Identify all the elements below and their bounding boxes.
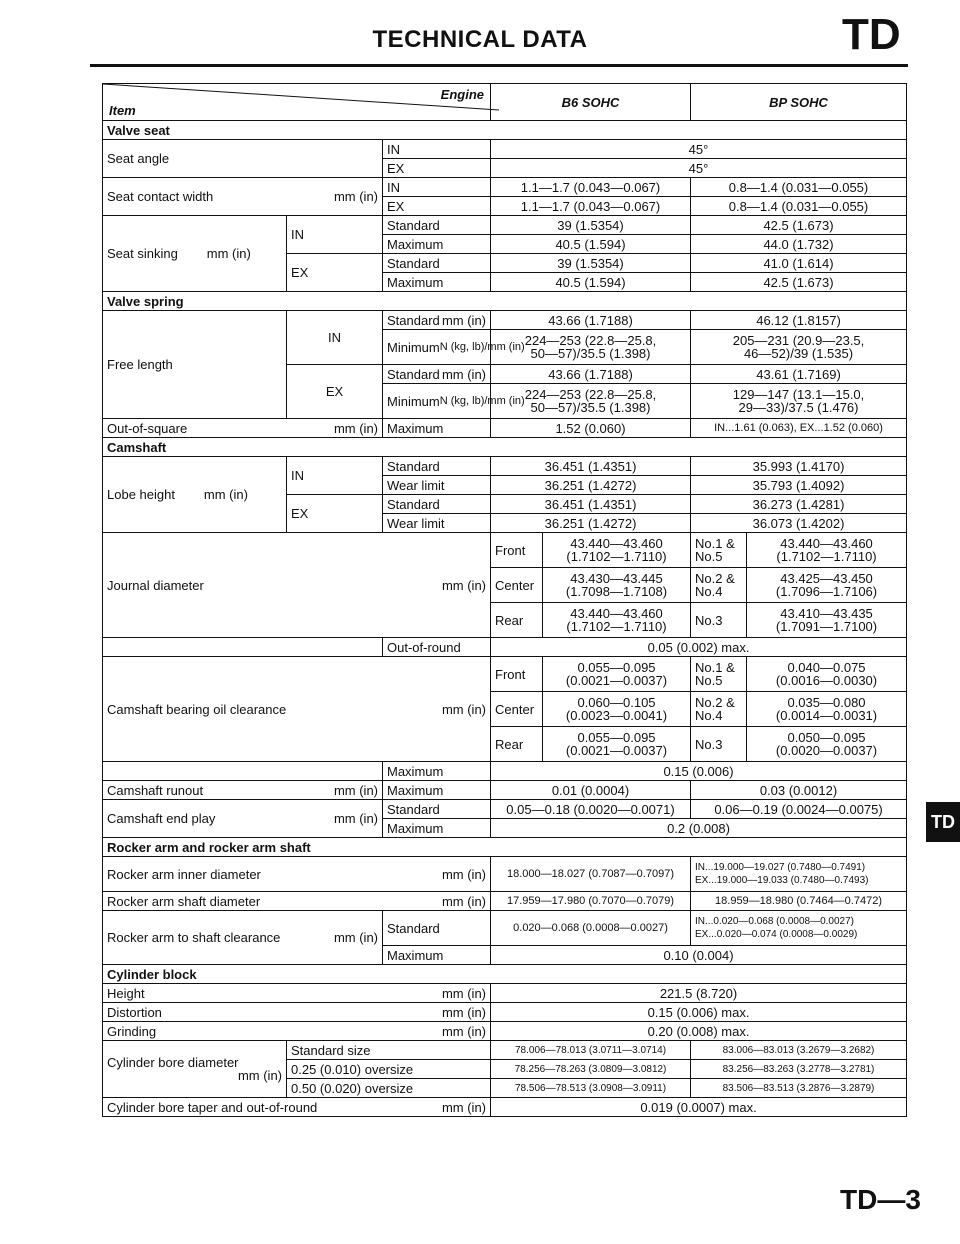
cell-bp: 36.273 (1.4281) [691, 495, 907, 514]
unit-text: mm (in) [441, 1023, 486, 1039]
line-1: 43.440—43.460 [780, 536, 873, 551]
line-1: 43.440—43.460 [570, 606, 663, 621]
cell-standard: Standard [383, 495, 491, 514]
cell-journal-no [691, 533, 747, 568]
table-row [103, 657, 907, 692]
table-row [103, 533, 907, 568]
cell-b6: 36.451 (1.4351) [491, 457, 691, 476]
line-2: No.5 [695, 549, 723, 564]
cell-bp [747, 657, 907, 692]
line-2: (1.7102—1.7110) [566, 619, 667, 634]
unit-text: N (kg, lb)/mm (in) [439, 340, 525, 353]
cell-b6: 18.000—18.027 (0.7087—0.7097) [491, 857, 691, 892]
line-2: 46—52)/39 (1.535) [743, 346, 854, 361]
cell-value: 0.10 (0.004) [491, 946, 907, 965]
cell-bp: 46.12 (1.8157) [691, 311, 907, 330]
cell-bp: 35.793 (1.4092) [691, 476, 907, 495]
engine-item-header [103, 84, 491, 121]
label-text: Seat contact width [107, 189, 214, 204]
page-title: TECHNICAL DATA [372, 26, 588, 53]
cell-bp: 36.073 (1.4202) [691, 514, 907, 533]
cell-bp: 83.506—83.513 (3.2876—3.2879) [691, 1079, 907, 1098]
cell-bp: 18.959—18.980 (0.7464—0.7472) [691, 892, 907, 911]
cell-in: IN [383, 140, 491, 159]
cell-b6: 39 (1.5354) [491, 254, 691, 273]
row-label [103, 911, 383, 965]
table-row [103, 762, 907, 781]
row-label [103, 800, 383, 838]
section-rocker-arm [103, 838, 907, 857]
line-2: 50—57)/35.5 (1.398) [530, 346, 651, 361]
row-label [103, 781, 383, 800]
cell-value: 0.15 (0.006) max. [491, 1003, 907, 1022]
label-text: Minimum [387, 339, 440, 355]
cell-in: IN [287, 216, 383, 254]
row-label: Seat angle [103, 140, 383, 178]
cell-front: Front [491, 657, 543, 692]
cell-value: 0.019 (0.0007) max. [491, 1098, 907, 1117]
section-title: Camshaft [103, 438, 907, 457]
line-1: 0.055—0.095 [577, 660, 656, 675]
line-1: No.2 & [695, 695, 735, 710]
label-text: Camshaft runout [107, 782, 204, 798]
cell-value: 0.2 (0.008) [491, 819, 907, 838]
line-2: (1.7102—1.7110) [566, 549, 667, 564]
unit-text: mm (in) [206, 246, 251, 261]
cell-maximum: Maximum [383, 781, 491, 800]
cell-bp: 42.5 (1.673) [691, 216, 907, 235]
cell-bp: 0.8—1.4 (0.031—0.055) [691, 178, 907, 197]
cell-b6: 1.52 (0.060) [491, 419, 691, 438]
label-text: Standard [387, 312, 440, 328]
label-text: Grinding [107, 1023, 157, 1039]
item-label: Item [109, 103, 136, 118]
cell-bp [747, 533, 907, 568]
line-2: (0.0021—0.0037) [565, 743, 668, 758]
cell-b6: 43.66 (1.7188) [491, 365, 691, 384]
table-row [103, 216, 907, 235]
page-number: TD—3 [840, 1184, 921, 1215]
cell-journal-no [691, 692, 747, 727]
label-text: Standard [387, 366, 440, 382]
diagonal-line [103, 84, 499, 120]
cell-bp: 0.03 (0.0012) [691, 781, 907, 800]
line-1: 43.440—43.460 [570, 536, 663, 551]
label-text: Journal diameter [107, 577, 204, 593]
label-text: Seat sinking [107, 246, 178, 261]
section-cylinder-block [103, 965, 907, 984]
cell-value: 221.5 (8.720) [491, 984, 907, 1003]
unit-text: mm (in) [333, 782, 378, 798]
cell-bp: 83.256—83.263 (3.2778—3.2781) [691, 1060, 907, 1079]
cell-b6: 36.251 (1.4272) [491, 514, 691, 533]
cell-maximum: Maximum [383, 273, 491, 292]
line-2: No.5 [695, 673, 723, 688]
section-title: Rocker arm and rocker arm shaft [103, 838, 907, 857]
cell-value: 0.20 (0.008) max. [491, 1022, 907, 1041]
cell-out-of-round: Out-of-round [383, 638, 491, 657]
cell-b6: 1.1—1.7 (0.043—0.067) [491, 197, 691, 216]
cell-standard-size: Standard size [287, 1041, 491, 1060]
cell-ex: EX [287, 254, 383, 292]
unit-text: N (kg, lb)/mm (in) [439, 394, 525, 407]
line-2: (1.7098—1.7108) [565, 584, 668, 599]
label-text: Camshaft end play [107, 811, 216, 826]
line-2: (1.7096—1.7106) [775, 584, 878, 599]
line-2: 29—33)/37.5 (1.476) [738, 400, 859, 415]
section-title: Valve spring [103, 292, 907, 311]
row-label [103, 216, 287, 292]
cell-maximum: Maximum [383, 235, 491, 254]
row-label [103, 178, 383, 216]
cell-in: IN [287, 457, 383, 495]
cell-value: 45° [491, 159, 907, 178]
cell-b6 [543, 603, 691, 638]
cell-minimum [383, 384, 525, 419]
unit-text: mm (in) [441, 312, 486, 328]
line-1: No.1 & [695, 660, 735, 675]
table-row [103, 140, 907, 159]
cell-bp [691, 857, 907, 892]
cell-center: Center [491, 692, 543, 727]
unit-text: mm (in) [333, 811, 378, 826]
line-1: 224—253 (22.8—25.8, [524, 387, 657, 402]
section-title: Cylinder block [103, 965, 907, 984]
unit-text: mm (in) [333, 189, 378, 204]
unit-text: mm (in) [441, 893, 486, 909]
line-2: No.4 [695, 584, 723, 599]
line-1: IN...19.000—19.027 (0.7480—0.7491) [695, 862, 866, 873]
row-label [103, 1098, 491, 1117]
line-1: 0.050—0.095 [787, 730, 866, 745]
line-2: No.4 [695, 708, 723, 723]
line-2: (0.0014—0.0031) [775, 708, 878, 723]
cell-maximum: Maximum [383, 946, 491, 965]
cell-bp [747, 727, 907, 762]
cell-bp [691, 911, 907, 946]
line-2: EX...19.000—19.033 (0.7480—0.7493) [695, 875, 869, 886]
label-text: Distortion [107, 1004, 162, 1020]
line-2: EX...0.020—0.074 (0.0008—0.0029) [695, 929, 858, 940]
cell-value: 0.15 (0.006) [491, 762, 907, 781]
cell-b6: 0.020—0.068 (0.0008—0.0027) [491, 911, 691, 946]
row-label [103, 892, 491, 911]
table-row [103, 892, 907, 911]
cell-center: Center [491, 568, 543, 603]
unit-text: mm (in) [203, 487, 248, 502]
cell-b6: 78.256—78.263 (3.0809—3.0812) [491, 1060, 691, 1079]
table-row [103, 984, 907, 1003]
cell-b6 [543, 692, 691, 727]
table-row [103, 1022, 907, 1041]
line-2: (0.0020—0.0037) [775, 743, 878, 758]
cell-minimum [383, 330, 525, 365]
cell-b6: 36.451 (1.4351) [491, 495, 691, 514]
cell-value: 45° [491, 140, 907, 159]
cell-b6: 40.5 (1.594) [491, 235, 691, 254]
unit-text: mm (in) [441, 985, 486, 1001]
label-text: Lobe height [107, 487, 175, 502]
unit-text: mm (in) [441, 577, 486, 593]
cell-b6 [543, 568, 691, 603]
row-label [103, 1041, 287, 1098]
cell-standard [383, 365, 491, 384]
header-rule [90, 64, 908, 67]
cell-b6: 78.006—78.013 (3.0711—3.0714) [491, 1041, 691, 1060]
unit-text: mm (in) [441, 701, 486, 717]
row-label [103, 419, 383, 438]
cell-oversize-025: 0.25 (0.010) oversize [287, 1060, 491, 1079]
cell-b6: 43.66 (1.7188) [491, 311, 691, 330]
cell-front: Front [491, 533, 543, 568]
row-label [103, 984, 491, 1003]
cell-ex: EX [287, 495, 383, 533]
cell-standard: Standard [383, 216, 491, 235]
table-row [103, 311, 907, 330]
cell-bp [691, 330, 907, 365]
cell-bp: 0.8—1.4 (0.031—0.055) [691, 197, 907, 216]
line-1: 0.060—0.105 [577, 695, 656, 710]
unit-text: mm (in) [333, 930, 378, 945]
unit-text: mm (in) [237, 1068, 282, 1083]
table-row [103, 911, 907, 946]
cell-maximum: Maximum [383, 819, 491, 838]
blank-cell [103, 762, 383, 781]
column-bp-sohc: BP SOHC [691, 84, 907, 121]
table-row [103, 1003, 907, 1022]
label-text: Cylinder bore diameter [107, 1055, 239, 1070]
cell-standard [383, 311, 491, 330]
cell-bp: 42.5 (1.673) [691, 273, 907, 292]
line-2: (0.0021—0.0037) [565, 673, 668, 688]
row-label [103, 857, 491, 892]
unit-text: mm (in) [333, 420, 378, 436]
label-text: Cylinder bore taper and out-of-round [107, 1099, 318, 1115]
cell-bp: 41.0 (1.614) [691, 254, 907, 273]
technical-data-table [102, 83, 907, 1117]
cell-b6 [543, 533, 691, 568]
cell-bp: 35.993 (1.4170) [691, 457, 907, 476]
table-row [103, 419, 907, 438]
row-label [103, 657, 491, 762]
label-text: Out-of-square [107, 420, 188, 436]
cell-journal-no [691, 568, 747, 603]
cell-b6: 0.05—0.18 (0.0020—0.0071) [491, 800, 691, 819]
cell-b6: 40.5 (1.594) [491, 273, 691, 292]
table-row [103, 1098, 907, 1117]
line-1: 0.035—0.080 [787, 695, 866, 710]
cell-wear-limit: Wear limit [383, 476, 491, 495]
unit-text: mm (in) [441, 1004, 486, 1020]
unit-text: mm (in) [441, 366, 486, 382]
label-text: Rocker arm inner diameter [107, 866, 261, 882]
cell-in: IN [383, 178, 491, 197]
label-text: Rocker arm to shaft clearance [107, 930, 281, 945]
cell-bp [747, 603, 907, 638]
row-label [103, 533, 491, 638]
engine-label: Engine [440, 87, 484, 102]
cell-journal-no: No.3 [691, 727, 747, 762]
line-1: 0.055—0.095 [577, 730, 656, 745]
table-row [103, 638, 907, 657]
cell-bp [691, 384, 907, 419]
line-1: 224—253 (22.8—25.8, [524, 333, 657, 348]
cell-bp: 44.0 (1.732) [691, 235, 907, 254]
cell-b6: 0.01 (0.0004) [491, 781, 691, 800]
blank-cell [103, 638, 383, 657]
cell-rear: Rear [491, 603, 543, 638]
cell-maximum: Maximum [383, 762, 491, 781]
cell-standard: Standard [383, 911, 491, 946]
table-row [103, 781, 907, 800]
cell-standard: Standard [383, 457, 491, 476]
cell-bp [747, 692, 907, 727]
cell-b6: 1.1—1.7 (0.043—0.067) [491, 178, 691, 197]
unit-text: mm (in) [441, 1099, 486, 1115]
section-valve-seat [103, 121, 907, 140]
line-2: (1.7102—1.7110) [776, 549, 877, 564]
line-1: 129—147 (13.1—15.0, [732, 387, 865, 402]
cell-b6 [543, 657, 691, 692]
row-label [103, 1003, 491, 1022]
line-2: (1.7091—1.7100) [775, 619, 878, 634]
line-1: 43.430—43.445 [570, 571, 663, 586]
cell-rear: Rear [491, 727, 543, 762]
cell-wear-limit: Wear limit [383, 514, 491, 533]
cell-ex: EX [383, 197, 491, 216]
cell-maximum: Maximum [383, 419, 491, 438]
cell-b6: 17.959—17.980 (0.7070—0.7079) [491, 892, 691, 911]
cell-bp: 0.06—0.19 (0.0024—0.0075) [691, 800, 907, 819]
row-label: Free length [103, 311, 287, 419]
cell-bp: 83.006—83.013 (3.2679—3.2682) [691, 1041, 907, 1060]
cell-bp: IN...1.61 (0.063), EX...1.52 (0.060) [691, 419, 907, 438]
line-2: (0.0016—0.0030) [775, 673, 878, 688]
cell-oversize-050: 0.50 (0.020) oversize [287, 1079, 491, 1098]
label-text: Minimum [387, 393, 440, 409]
row-label [103, 1022, 491, 1041]
section-tab[interactable]: TD [926, 802, 960, 842]
cell-journal-no: No.3 [691, 603, 747, 638]
label-text: Rocker arm shaft diameter [107, 893, 261, 909]
section-valve-spring [103, 292, 907, 311]
cell-bp: 43.61 (1.7169) [691, 365, 907, 384]
cell-ex: EX [383, 159, 491, 178]
table-header-row [103, 84, 907, 121]
line-1: No.2 & [695, 571, 735, 586]
line-2: (0.0023—0.0041) [565, 708, 668, 723]
label-text: Camshaft bearing oil clearance [107, 701, 287, 717]
table-row [103, 457, 907, 476]
cell-standard: Standard [383, 800, 491, 819]
unit-text: mm (in) [441, 866, 486, 882]
table-row [103, 178, 907, 197]
line-1: 43.425—43.450 [780, 571, 873, 586]
cell-standard: Standard [383, 254, 491, 273]
cell-b6: 39 (1.5354) [491, 216, 691, 235]
table-row [103, 800, 907, 819]
line-1: 0.040—0.075 [787, 660, 866, 675]
cell-value: 0.05 (0.002) max. [491, 638, 907, 657]
cell-in: IN [287, 311, 383, 365]
cell-journal-no [691, 657, 747, 692]
column-b6-sohc: B6 SOHC [491, 84, 691, 121]
table-row [103, 857, 907, 892]
cell-b6: 78.506—78.513 (3.0908—3.0911) [491, 1079, 691, 1098]
table-row [103, 1041, 907, 1060]
cell-b6 [543, 727, 691, 762]
row-label [103, 457, 287, 533]
cell-bp [747, 568, 907, 603]
section-code: TD [842, 10, 901, 59]
line-2: 50—57)/35.5 (1.398) [530, 400, 651, 415]
label-text: Height [107, 985, 145, 1001]
section-camshaft [103, 438, 907, 457]
cell-b6: 36.251 (1.4272) [491, 476, 691, 495]
line-1: 205—231 (20.9—23.5, [732, 333, 865, 348]
line-1: No.1 & [695, 536, 735, 551]
line-1: IN...0.020—0.068 (0.0008—0.0027) [695, 916, 855, 927]
section-title: Valve seat [103, 121, 907, 140]
line-1: 43.410—43.435 [780, 606, 873, 621]
cell-ex: EX [287, 365, 383, 419]
